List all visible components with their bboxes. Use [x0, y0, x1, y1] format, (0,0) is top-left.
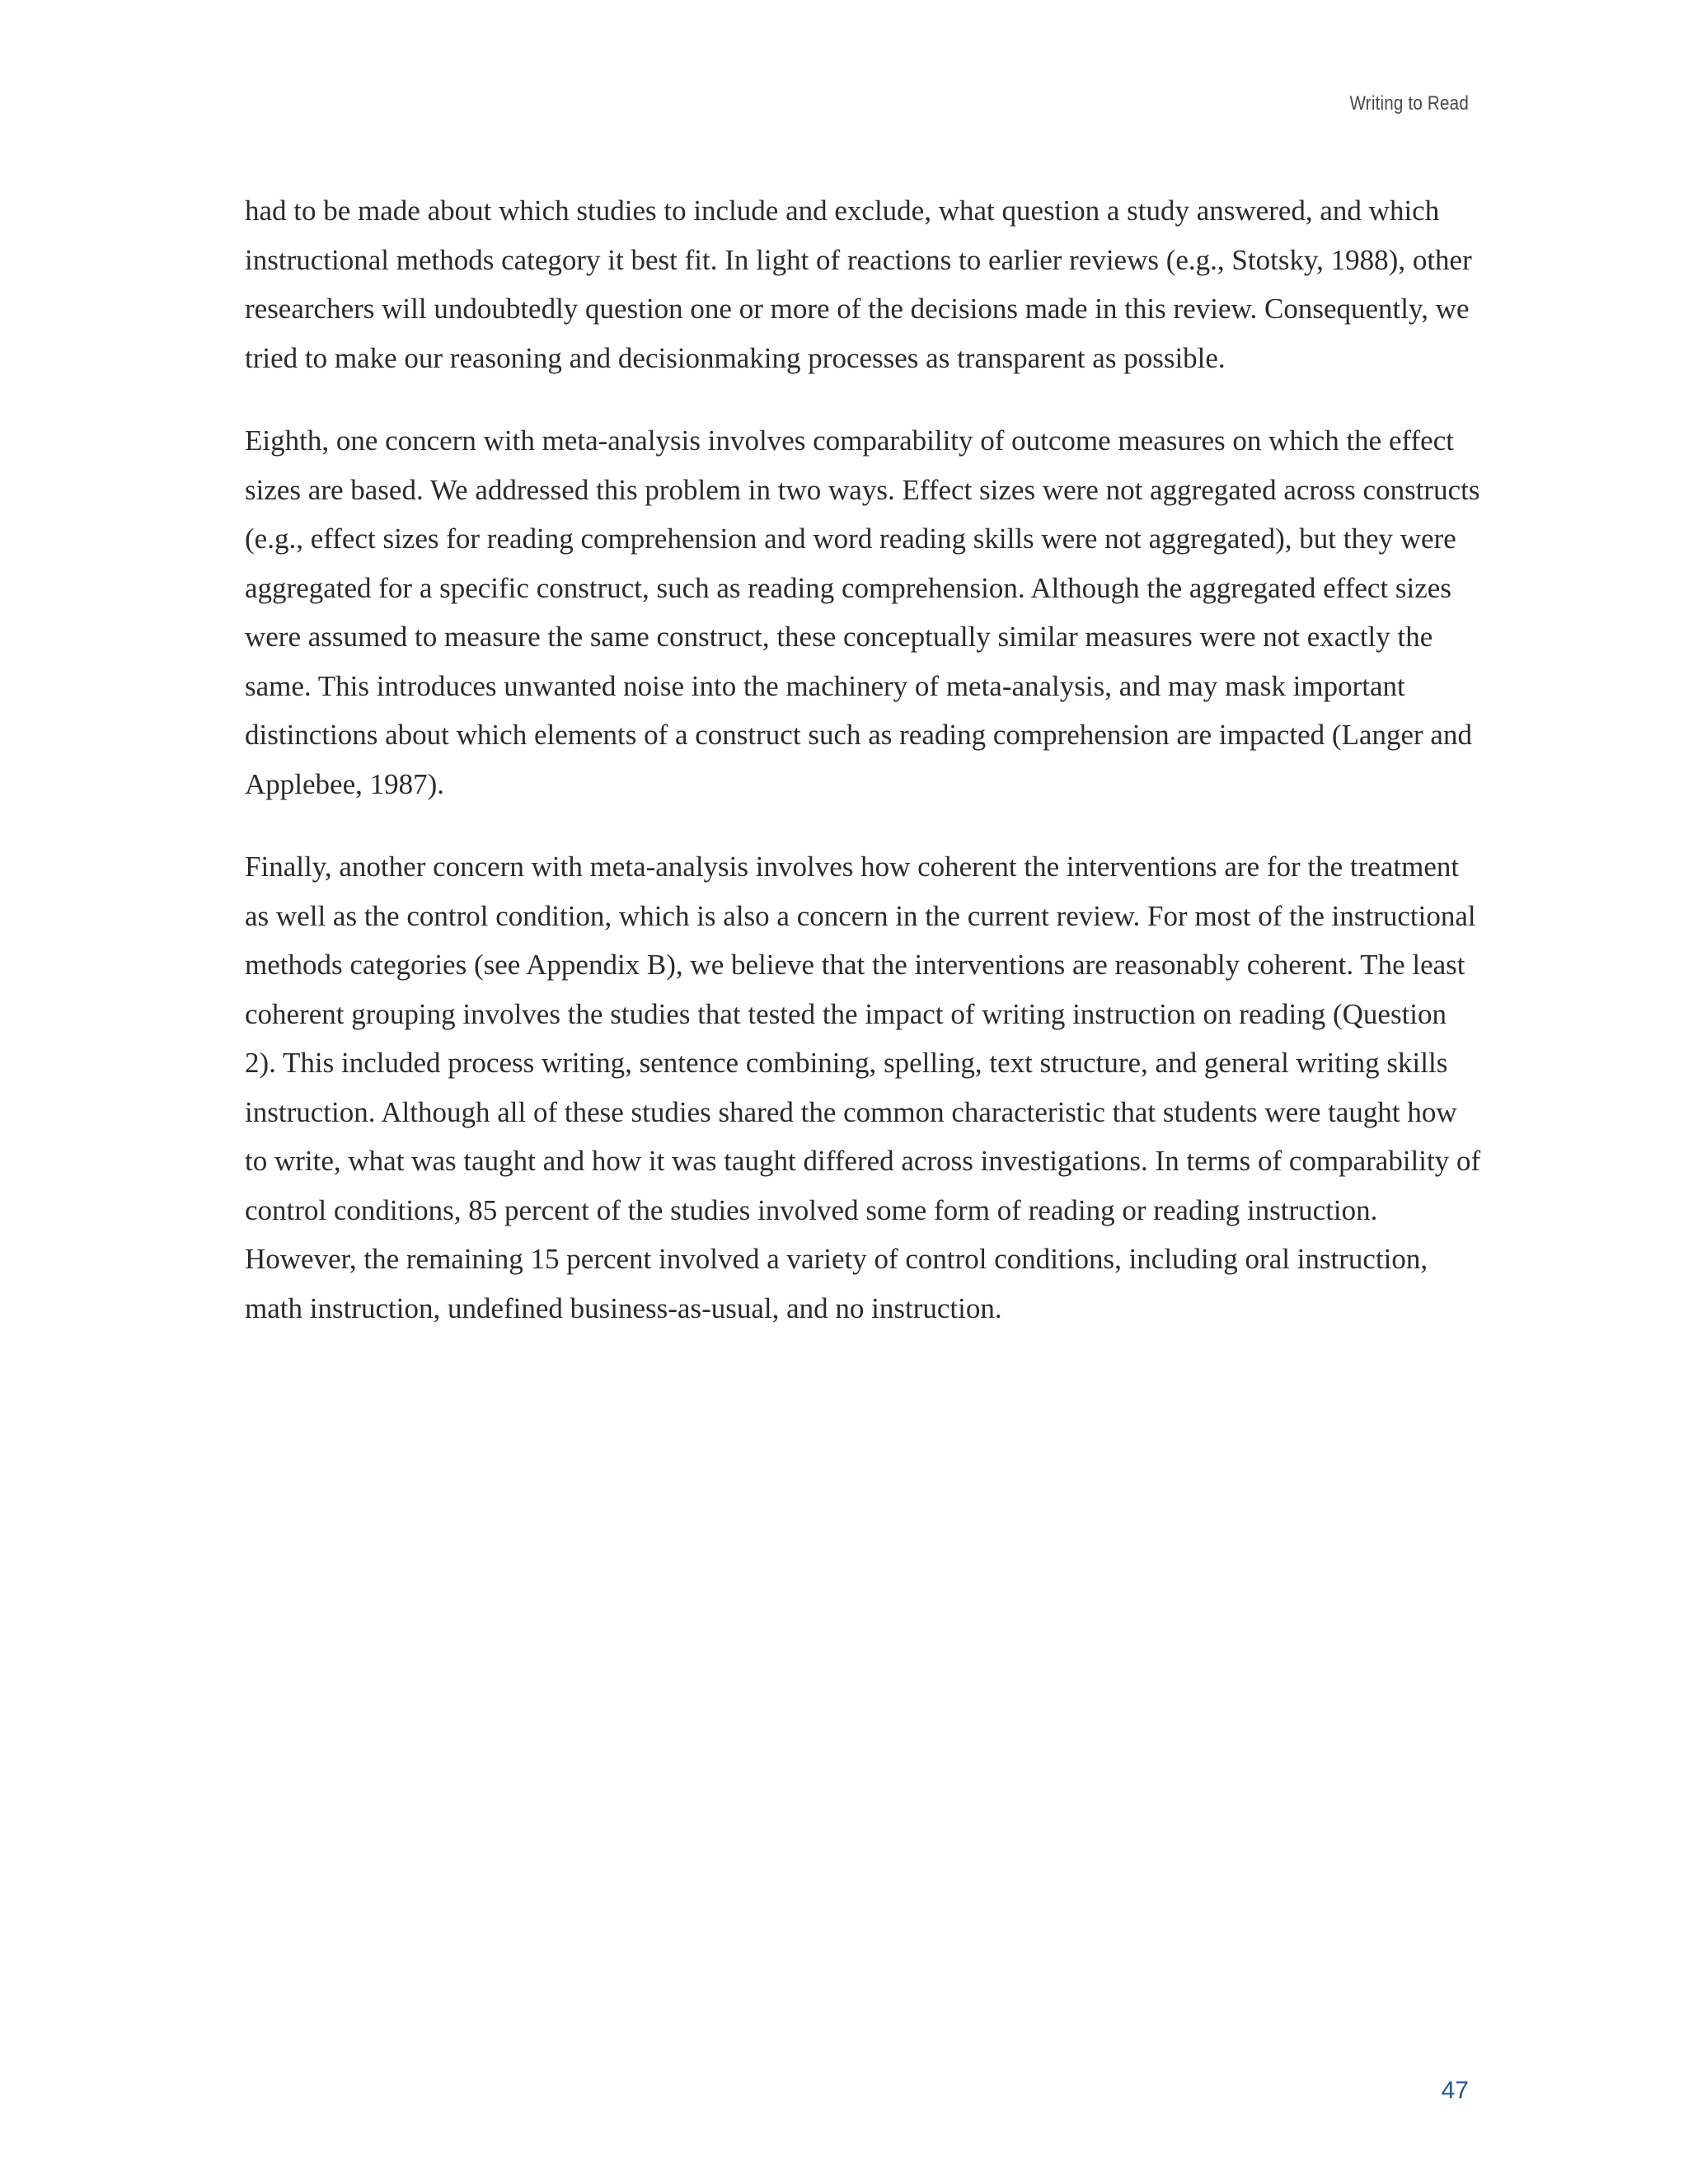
- paragraph-eighth-concern: Eighth, one concern with meta-analysis involves comparability of outcome measures on which the effect sizes are based. We addressed this problem in two ways. Effect sizes were not aggregated across constructs (e.g., effect sizes for reading comprehension and word reading skills were not aggregated), but they were aggregated for a specific construct, such as reading comprehension. Although the aggregated effect sizes were assumed to measure the same construct, these conceptually similar measures were not exactly the same. This introduces unwanted noise into the machinery of meta-analysis, and may mask important distinctions about which elements of a construct such as reading comprehension are impacted (Langer and Applebee, 1987).: [245, 424, 1480, 800]
- running-header: Writing to Read: [1349, 92, 1469, 115]
- body-text: [245, 186, 1481, 1366]
- page-number: 47: [1441, 2077, 1469, 2104]
- paragraph-continued: had to be made about which studies to include and exclude, what question a study answered, and which instructional methods category it best fit. In light of reactions to earlier reviews (e.g., Stotsky, 1988), other researchers will undoubtedly question one or more of the decisions made in this review. Consequently, we tried to make our reasoning and decisionmaking processes as transparent as possible.: [245, 194, 1472, 374]
- paragraph-final-concern: Finally, another concern with meta-analysis involves how coherent the interventions are for the treatment as well as the control condition, which is also a concern in the current review. For most of the instructional methods categories (see Appendix B), we believe that the interventions are reasonably coherent. The least coherent grouping involves the studies that tested the impact of writing instruction on reading (Question 2). This included process writing, sentence combining, spelling, text structure, and general writing skills instruction. Although all of these studies shared the common characteristic that students were taught how to write, what was taught and how it was taught differed across investigations. In terms of comparability of control conditions, 85 percent of the studies involved some form of reading or reading instruction. However, the remaining 15 percent involved a variety of control conditions, including oral instruction, math instruction, undefined business-as-usual, and no instruction.: [245, 851, 1481, 1324]
